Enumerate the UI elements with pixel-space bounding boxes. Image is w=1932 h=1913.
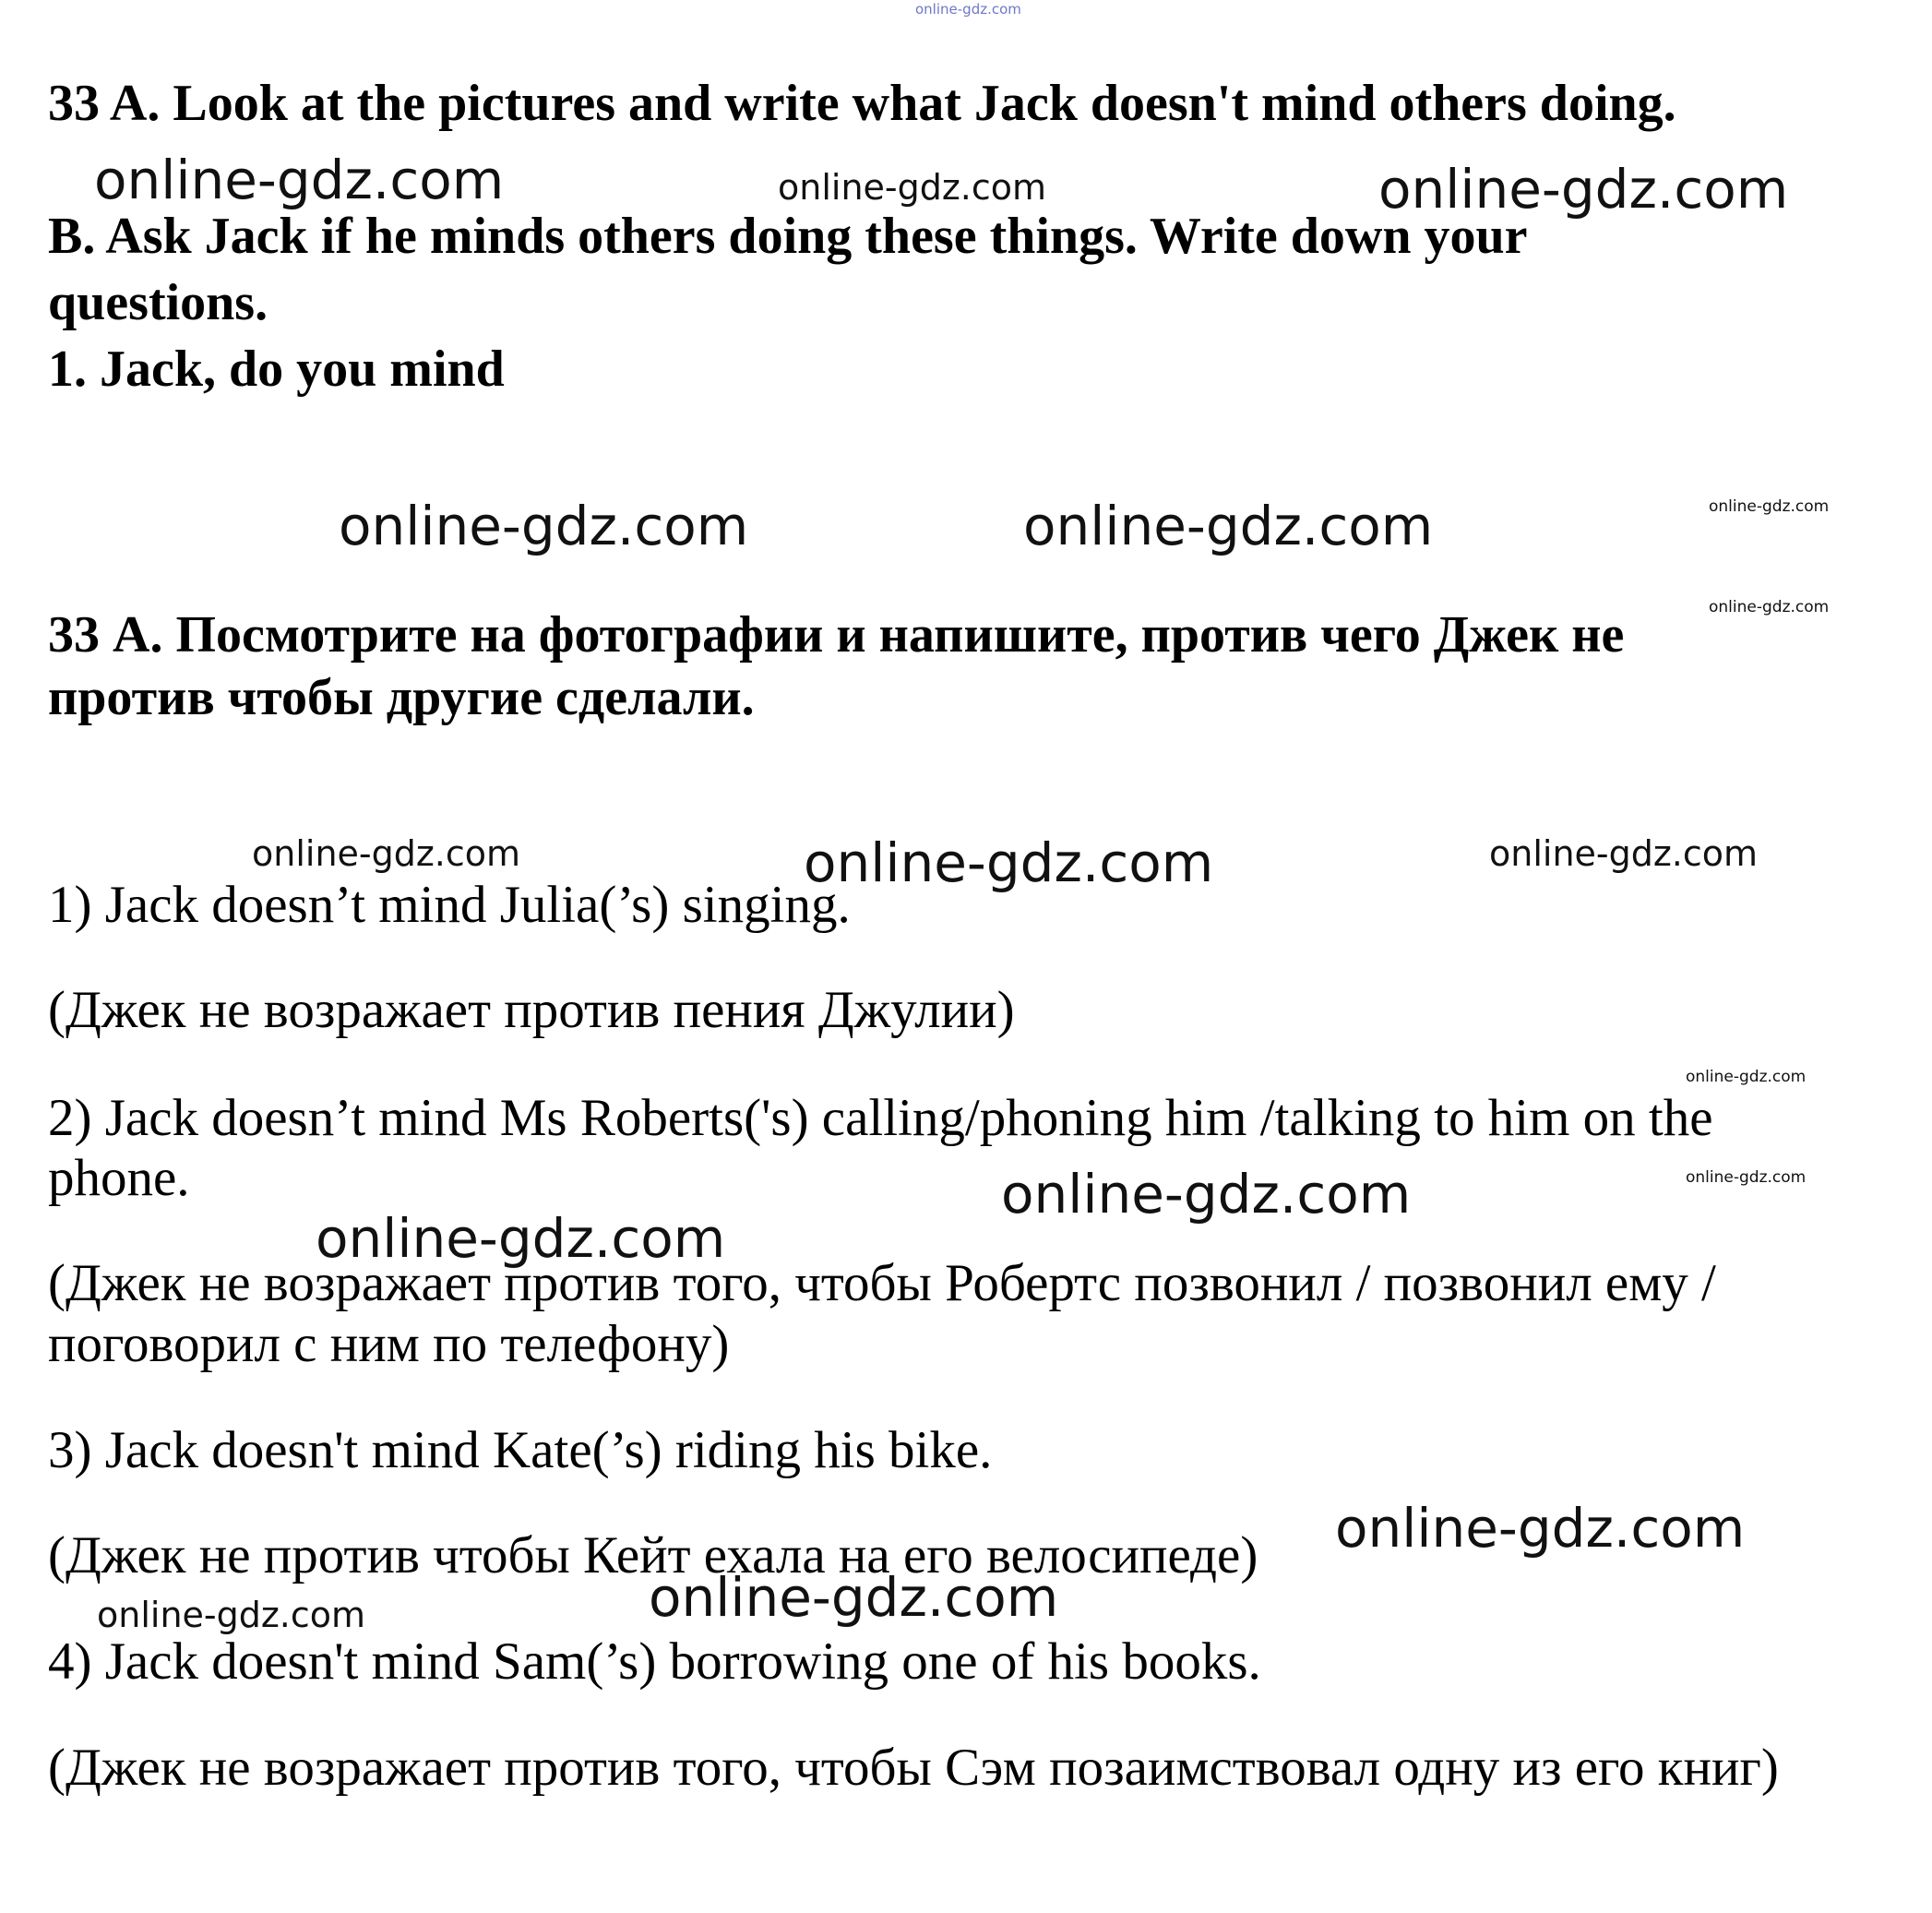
answer-1-en: 1) Jack doesn’t mind Julia(’s) singing. — [48, 876, 851, 934]
watermark: online-gdz.com — [316, 1207, 726, 1270]
watermark: online-gdz.com — [778, 167, 1047, 208]
watermark: online-gdz.com — [1378, 158, 1789, 221]
task-title-b-line2: questions. — [48, 274, 268, 331]
watermark: online-gdz.com — [339, 495, 749, 557]
answer-2-en-line2: phone. — [48, 1149, 190, 1207]
watermark: online-gdz.com — [1001, 1163, 1412, 1226]
answer-3-en: 3) Jack doesn't mind Kate(’s) riding his bike. — [48, 1421, 993, 1479]
translation-line2: против чтобы другие сделали. — [48, 669, 755, 726]
answer-2-ru-line1: (Джек не возражает против того, чтобы Робертс позвонил / позвонил ему / — [48, 1254, 1716, 1312]
watermark: online-gdz.com — [97, 1595, 366, 1635]
watermark: online-gdz.com — [252, 833, 521, 874]
watermark: online-gdz.com — [804, 831, 1214, 894]
top-watermark: online-gdz.com — [915, 1, 1021, 18]
watermark: online-gdz.com — [649, 1566, 1059, 1629]
answer-1-ru: (Джек не возражает против пения Джулии) — [48, 981, 1015, 1039]
watermark: online-gdz.com — [94, 149, 505, 211]
answer-4-ru: (Джек не возражает против того, чтобы Сэм позаимствовал одну из его книг) — [48, 1739, 1779, 1797]
watermark: online-gdz.com — [1686, 1068, 1807, 1086]
answer-3-ru: (Джек не против чтобы Кейт ехала на его велосипеде) — [48, 1526, 1258, 1584]
watermark: online-gdz.com — [1489, 833, 1759, 874]
question-1: 1. Jack, do you mind — [48, 341, 505, 398]
task-title-a: 33 A. Look at the pictures and write what Jack doesn't mind others doing. — [48, 75, 1676, 132]
translation-line1: 33 А. Посмотрите на фотографии и напишите, против чего Джек не — [48, 606, 1625, 664]
answer-4-en: 4) Jack doesn't mind Sam(’s) borrowing one of his books. — [48, 1632, 1261, 1691]
task-title-b-line1: B. Ask Jack if he minds others doing these things. Write down your — [48, 208, 1528, 265]
watermark: online-gdz.com — [1023, 495, 1434, 557]
watermark: online-gdz.com — [1686, 1168, 1807, 1187]
answer-2-ru-line2: поговорил с ним по телефону) — [48, 1315, 730, 1373]
watermark: online-gdz.com — [1709, 598, 1830, 616]
answer-2-en-line1: 2) Jack doesn’t mind Ms Roberts('s) calling/phoning him /talking to him on the — [48, 1089, 1713, 1147]
watermark: online-gdz.com — [1335, 1497, 1746, 1560]
watermark: online-gdz.com — [1709, 497, 1830, 516]
